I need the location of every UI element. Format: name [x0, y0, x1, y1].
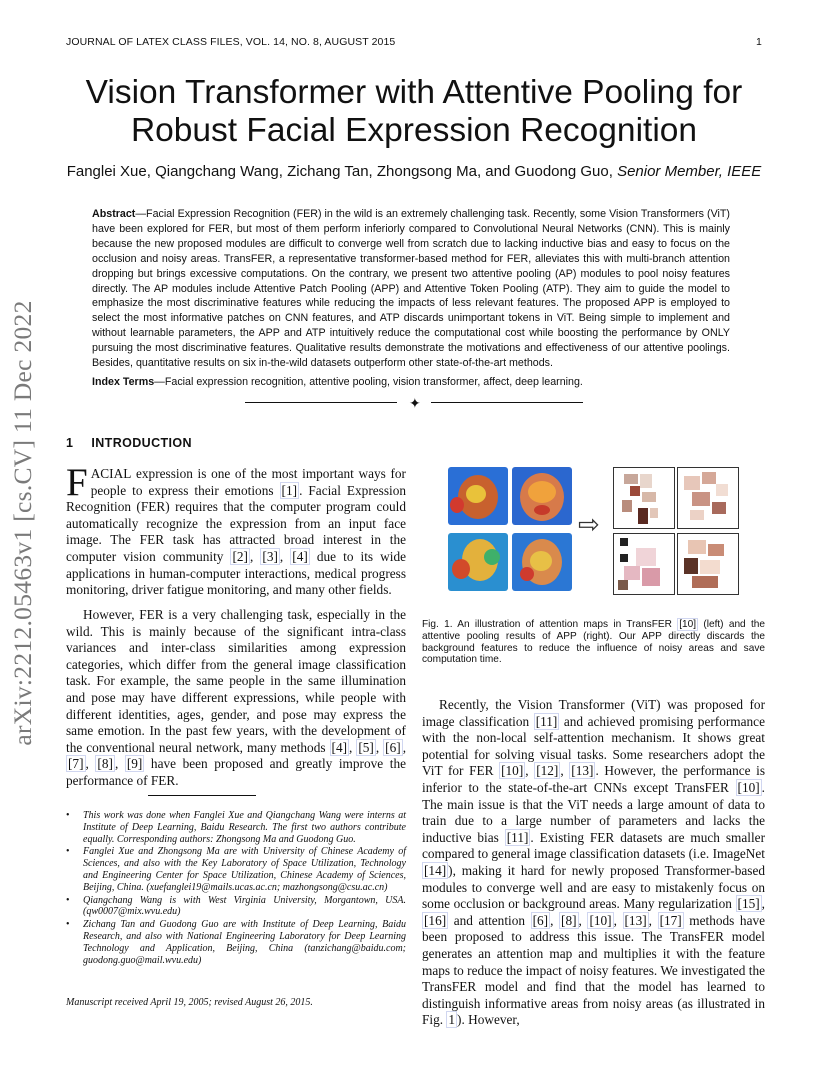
figure-1-caption — [422, 619, 765, 666]
citation-link[interactable]: [11] — [535, 713, 558, 729]
intro-paragraph-3 — [422, 697, 765, 1029]
separator: , — [279, 548, 291, 564]
running-header: JOURNAL OF LATEX CLASS FILES, VOL. 14, NO. 8, AUGUST 2015 — [66, 36, 396, 48]
paragraph-text: and achieved promising performance with the non-local self-attention mechanism. It shows great potential for solving visual tasks. Some researchers adopt the ViT for FER — [422, 713, 765, 779]
citation-link[interactable]: [13] — [624, 912, 647, 928]
intro-paragraph-2 — [66, 607, 406, 790]
bullet-icon: • — [66, 810, 70, 821]
separator: , — [578, 912, 588, 928]
citation-link[interactable]: [13] — [571, 763, 594, 779]
citation-link[interactable]: [5] — [358, 739, 374, 755]
separator: , — [560, 763, 570, 779]
citation-link[interactable]: [8] — [97, 756, 113, 772]
separator: , — [114, 756, 125, 772]
pooled-patch-image — [677, 533, 739, 595]
paragraph-text: expression is one of the most important ways for people to express their emotions — [90, 466, 406, 498]
page-number: 1 — [756, 36, 762, 48]
citation-link[interactable]: [10] — [501, 763, 524, 779]
abstract-label: Abstract — [92, 208, 136, 220]
footnote-item — [66, 810, 406, 845]
paragraph-text: ). However, — [457, 1012, 520, 1028]
bullet-icon: • — [66, 894, 70, 906]
separator: , — [85, 756, 96, 772]
divider-rule-left — [245, 402, 397, 403]
footnote-list — [66, 810, 406, 967]
intro-paragraph-1 — [66, 461, 407, 599]
section-heading — [66, 436, 192, 450]
footnote-text: Zichang Tan and Guodong Guo are with Institute of Deep Learning, Baidu Research, and also with National Engineering Laboratory for Deep Learning Technology and Application, Beijing, China (tanzichang@baidu.com; guodong.guo@mail.wvu.edu) — [83, 919, 406, 966]
citation-link[interactable]: [6] — [532, 912, 549, 928]
separator: , — [349, 739, 357, 755]
paragraph-text: ), making it hard for newly proposed Transformer-based modules to converge well and are easy to mistakenly focus on some occlusion or background areas. Many regularization — [422, 862, 765, 912]
section-number: 1 — [66, 436, 74, 450]
arxiv-identifier-stamp — [0, 283, 46, 763]
citation-link[interactable]: [8] — [561, 912, 577, 928]
citation-link[interactable]: [14] — [424, 862, 447, 878]
abstract-text: —Facial Expression Recognition (FER) in the wild is an extremely challenging task. Recently, some Vision Transformers (ViT) have been explored for FER, but most of them perform inferiorly compared to Convolutional Neural Networks (CNN). This is mainly because the new proposed modules are difficult to converge well from scratch due to lacking inductive bias and easy to focus on the occlusion and noisy areas. TransFER, a representative transformer-based method for FER, alleviates this with multi-branch attention dropping but brings excessive computations. On the contrary, we present two attentive pooling (AP) modules to pool noisy features directly. The AP modules include Attentive Patch Pooling (APP) and Attentive Token Pooling (ATP). They aim to guide the model to emphasize the most discriminative features while reducing the impacts of less relevant features. The proposed APP is employed to select the most informative patches on CNN features, and ATP discards unimportant tokens in ViT. Being simple to implement and without learnable parameters, the APP and ATP intuitively reduce the computational cost while boosting the performance by ONLY pursuing the most discriminative features. Qualitative results demonstrate the motivations and effectiveness of our attentive poolings. Besides, quantitative results on six in-the-wild datasets outperform other state-of-the-art methods. — [92, 208, 730, 370]
author-role: Senior Member, IEEE — [617, 163, 762, 180]
bullet-icon: • — [66, 846, 70, 858]
paragraph-text: However, FER is a very challenging task, especially in the wild. This is mainly because of the significant intra-class variances and inter-class similarities among expression categories, which differ from the general image classification task. For example, the same people in the same illumination and pose may have different expressions, while people with different identities, ages, gender, and pose may express the same emotion. In the past few years, with the development of the conventional neural network, many methods — [66, 607, 406, 755]
paper-title-line-1: Vision Transformer with Attentive Pooling for — [85, 74, 743, 111]
index-terms-text: —Facial expression recognition, attentive pooling, vision transformer, affect, deep learning. — [154, 376, 583, 388]
paragraph-text: due to its wide applications in human-computer interactions, medical progress monitoring, driver fatigue monitoring, and many other fields. — [66, 548, 407, 598]
citation-link[interactable]: [12] — [536, 763, 559, 779]
citation-link[interactable]: [11] — [506, 829, 529, 845]
footnote-rule — [148, 795, 256, 796]
paper-title-line-2: Robust Facial Expression Recognition — [130, 112, 698, 149]
author-list — [0, 163, 828, 180]
section-title: INTRODUCTION — [91, 436, 192, 450]
section-divider — [245, 395, 583, 411]
citation-link[interactable]: [16] — [424, 912, 447, 928]
index-terms — [92, 375, 730, 389]
separator: , — [250, 548, 261, 564]
paragraph-text: . However, the performance is inferior to the state-of-the-art CNNs except TransFER — [422, 763, 765, 795]
footnote-item — [66, 919, 406, 966]
divider-star-icon: ✦ — [409, 395, 421, 411]
citation-link[interactable]: [2] — [232, 548, 248, 564]
footnote-text: This work was done when Fanglei Xue and Qiangchang Wang were interns at Institute of Deep Learning, Baidu Research. The first two authors contribute equally. Corresponding authors: Zhongsong Ma and Guodong Guo. — [83, 810, 406, 845]
paragraph-text: . The main issue is that the ViT needs a large amount of data to train due to a large number of parameters and lacks the inductive bias — [422, 779, 765, 845]
figure-reference-link[interactable]: 1 — [448, 1012, 456, 1028]
separator: , — [761, 896, 765, 912]
separator: , — [525, 763, 535, 779]
separator: , — [648, 912, 658, 928]
pooled-patch-image — [613, 533, 675, 595]
citation-link[interactable]: [10] — [737, 779, 760, 795]
separator: , — [613, 912, 623, 928]
footnote-item — [66, 846, 406, 893]
manuscript-note: Manuscript received April 19, 2005; revised August 26, 2015. — [66, 997, 313, 1008]
paragraph-text: . Existing FER datasets are much smaller compared to general image classification datasets (i.e. ImageNet — [422, 829, 765, 862]
pooled-patch-image — [613, 467, 675, 529]
right-arrow-icon: ⇨ — [578, 509, 600, 539]
abstract — [92, 207, 730, 371]
footnote-item — [66, 895, 406, 919]
citation-link[interactable]: [4] — [331, 739, 348, 755]
index-terms-label: Index Terms — [92, 376, 155, 388]
citation-link[interactable]: [15] — [737, 896, 760, 912]
citation-link[interactable]: [3] — [262, 548, 278, 564]
citation-link[interactable]: [10] — [589, 912, 612, 928]
attention-map-image — [448, 467, 508, 525]
citation-link[interactable]: [10] — [679, 619, 697, 630]
separator: , — [402, 739, 407, 755]
separator: , — [375, 739, 384, 755]
citation-link[interactable]: [9] — [126, 756, 143, 772]
divider-rule-right — [431, 402, 583, 403]
figure-1 — [443, 465, 768, 595]
author-names: Fanglei Xue, Qiangchang Wang, Zichang Tan, Zhongsong Ma, and Guodong Guo, — [66, 163, 613, 180]
citation-link[interactable]: [7] — [68, 756, 84, 772]
attention-map-image — [512, 467, 572, 525]
separator: , — [550, 912, 560, 928]
attention-map-image — [512, 533, 572, 591]
citation-link[interactable]: [6] — [385, 739, 401, 755]
bullet-icon: • — [66, 919, 70, 931]
footnote-text: Qiangchang Wang is with West Virginia University, Morgantown, USA. (qw0007@mix.wvu.edu) — [83, 894, 406, 918]
paragraph-text: Recently, the Vision Transformer (ViT) was proposed for image classification — [422, 697, 765, 729]
paragraph-text: methods have been proposed to address this issue. The TransFER model generates an attention map and multiplies it with the feature maps to reduce the impact of noisy features. We investigated the TransFER model and find that the model has learned to distinguish informative areas from noisy areas (as illustrated in Fig. — [422, 912, 766, 1028]
citation-link[interactable]: [17] — [659, 912, 682, 928]
arxiv-identifier-text: arXiv:2212.05463v1 [cs.CV] 11 Dec 2022 — [8, 300, 37, 746]
citation-link[interactable]: [4] — [292, 548, 308, 564]
small-caps-word: ACIAL — [90, 466, 132, 481]
citation-link[interactable]: [1] — [281, 482, 298, 498]
drop-cap: F — [66, 461, 88, 504]
paragraph-text: . Facial Expression Recognition (FER) requires that the computer program could automatically recognize the expression from an input face image. The FER task has attracted broad interest in the computer vision community — [66, 482, 406, 564]
pooled-patch-image — [677, 467, 739, 529]
attention-map-image — [448, 533, 508, 591]
paragraph-text: and attention — [448, 912, 531, 928]
caption-text: (left) and the attentive pooling results of APP (right). Our APP directly discards the background features to reduce the influence of noisy areas and save computation time. — [422, 619, 765, 666]
footnote-text: Fanglei Xue and Zhongsong Ma are with University of Chinese Academy of Sciences, and also with the Key Laboratory of Space Utilization, Technology and Engineering Center for Space Utilization, Chinese Academy of Sciences, Beijing, China. (xuefanglei19@mails.ucas.ac.cn; mazhongsong@csu.ac.cn) — [83, 846, 406, 893]
paragraph-text: have been proposed and greatly improve the performance of FER. — [66, 756, 406, 788]
paper-title — [0, 74, 828, 150]
caption-text: Fig. 1. An illustration of attention maps in TransFER — [422, 619, 678, 630]
